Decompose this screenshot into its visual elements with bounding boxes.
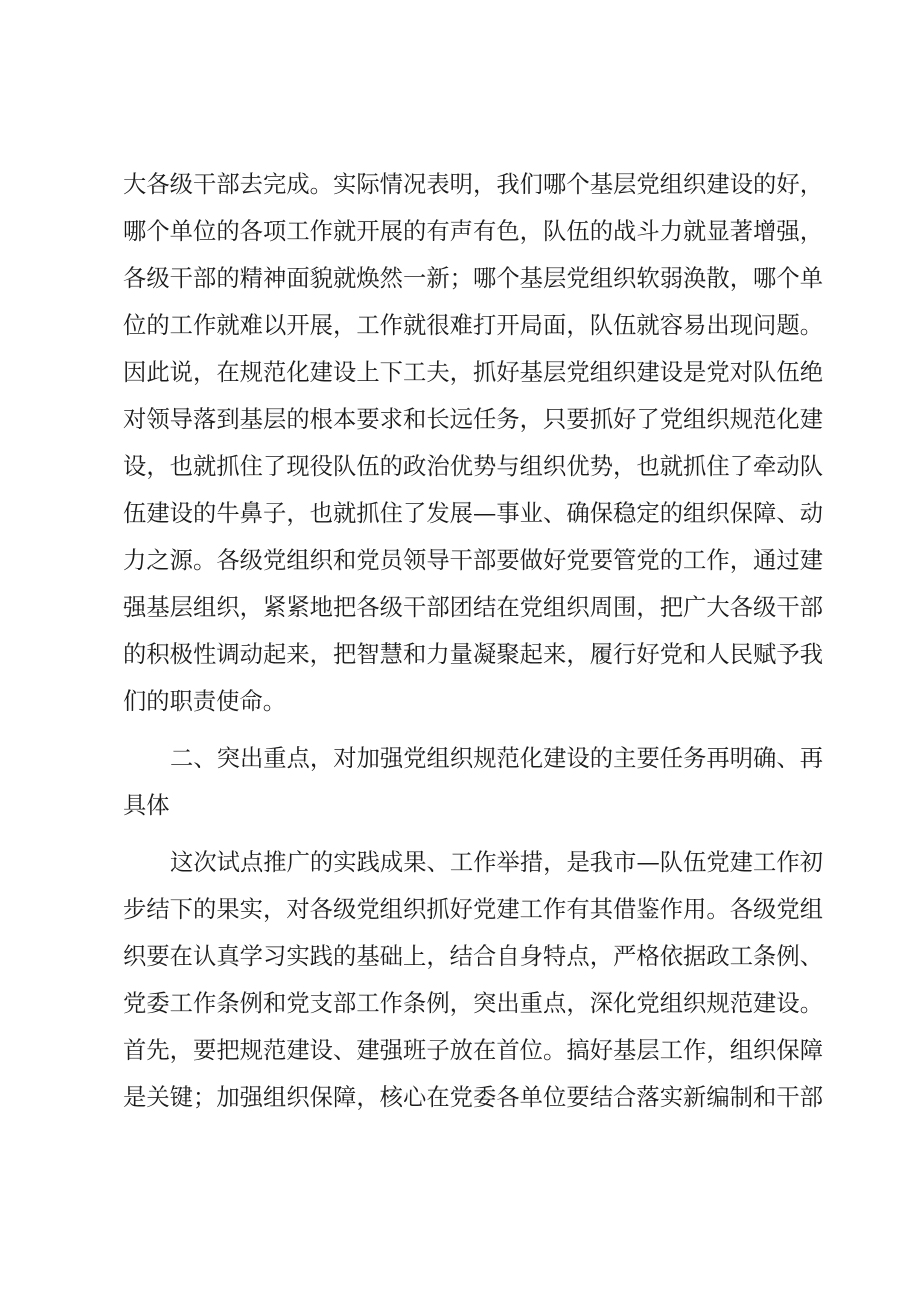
text-line: 的积极性调动起来，把智慧和力量凝聚起来，履行好党和人民赋予我 [123, 641, 823, 668]
heading-line: 二、突出重点，对加强党组织规范化建设的主要任务再明确、再 [170, 745, 823, 772]
text-line: 党委工作条例和党支部工作条例，突出重点，深化党组织规范建设。 [123, 990, 823, 1017]
text-line: 设，也就抓住了现役队伍的政治优势与组织优势，也就抓住了牵动队 [123, 453, 823, 480]
text-line: 是关键；加强组织保障，核心在党委各单位要结合落实新编制和干部 [123, 1084, 823, 1111]
text-line: 织要在认真学习实践的基础上，结合自身特点，严格依据政工条例、 [123, 943, 823, 970]
text-line: 强基层组织，紧紧地把各级干部团结在党组织周围，把广大各级干部 [123, 594, 823, 621]
heading-line: 具体 [123, 792, 170, 819]
text-line: 哪个单位的各项工作就开展的有声有色，队伍的战斗力就显著增强， [123, 218, 823, 245]
text-line: 力之源。各级党组织和党员领导干部要做好党要管党的工作，通过建 [123, 547, 823, 574]
text-line: 伍建设的牛鼻子，也就抓住了发展—事业、确保稳定的组织保障、动 [123, 500, 823, 527]
text-line: 们的职责使命。 [123, 688, 287, 715]
text-line: 各级干部的精神面貌就焕然一新；哪个基层党组织软弱涣散，哪个单 [123, 265, 823, 292]
text-line: 这次试点推广的实践成果、工作举措，是我市—队伍党建工作初 [170, 849, 823, 876]
text-line: 首先，要把规范建设、建强班子放在首位。搞好基层工作，组织保障 [123, 1037, 823, 1064]
text-line: 因此说，在规范化建设上下工夫，抓好基层党组织建设是党对队伍绝 [123, 359, 823, 386]
text-line: 位的工作就难以开展，工作就很难打开局面，队伍就容易出现问题。 [123, 312, 823, 339]
text-line: 对领导落到基层的根本要求和长远任务，只要抓好了党组织规范化建 [123, 406, 823, 433]
text-line: 步结下的果实，对各级党组织抓好党建工作有其借鉴作用。各级党组 [123, 896, 823, 923]
text-line: 大各级干部去完成。实际情况表明，我们哪个基层党组织建设的好， [123, 171, 823, 198]
